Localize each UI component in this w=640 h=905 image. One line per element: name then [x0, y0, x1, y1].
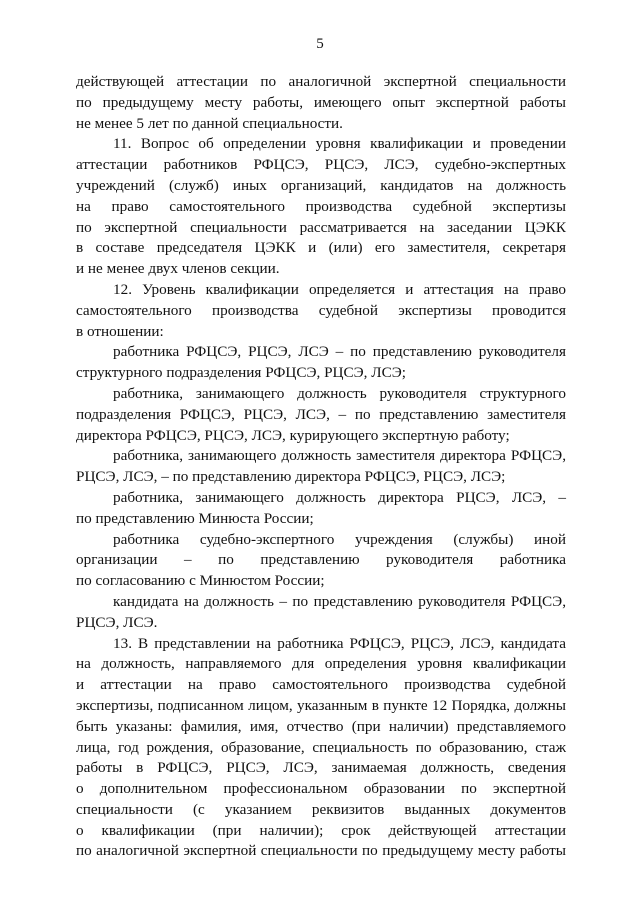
text-line: кандидата на должность – по представлению руководителя РФЦСЭ, — [113, 592, 566, 610]
text-line: по предыдущему месту работы, имеющего опыт экспертной работы — [76, 93, 566, 111]
text-line: по экспертной специальности рассматривается на заседании ЦЭКК — [76, 218, 566, 236]
text-line: на право самостоятельного производства судебной экспертизы — [76, 197, 566, 215]
text-line: в составе председателя ЦЭКК и (или) его заместителя, секретаря — [76, 239, 566, 257]
text-line: и аттестации на право самостоятельного производства судебной — [76, 676, 566, 694]
text-line: по представлению Минюста России; — [76, 509, 314, 527]
text-line: РЦСЭ, ЛСЭ. — [76, 613, 158, 631]
text-line: работника, занимающего должность заместителя директора РФЦСЭ, — [113, 447, 566, 465]
text-line: не менее 5 лет по данной специальности. — [76, 114, 343, 132]
text-line: и не менее двух членов секции. — [76, 260, 280, 278]
text-line: работника судебно-экспертного учреждения (службы) иной — [113, 530, 566, 548]
text-line: организации – по представлению руководителя работника — [76, 551, 566, 569]
document-body — [76, 72, 566, 862]
text-line: подразделения РФЦСЭ, РЦСЭ, ЛСЭ, – по представлению заместителя — [76, 405, 566, 423]
text-line: по согласованию с Минюстом России; — [76, 572, 325, 590]
text-line: специальности (с указанием реквизитов выданных документов — [76, 800, 566, 818]
text-line: быть указаны: фамилия, имя, отчество (при наличии) представляемого — [76, 717, 566, 735]
text-line: работника РФЦСЭ, РЦСЭ, ЛСЭ – по представлению руководителя — [113, 343, 566, 361]
text-line: в отношении: — [76, 322, 164, 340]
text-line: работника, занимающего должность директора РЦСЭ, ЛСЭ, – — [113, 488, 566, 506]
text-line: о квалификации (при наличии); срок действующей аттестации — [76, 821, 566, 839]
text-line: на должность, направляемого для определения уровня квалификации — [76, 655, 566, 673]
text-line: структурного подразделения РФЦСЭ, РЦСЭ, ЛСЭ; — [76, 364, 406, 382]
text-line: директора РФЦСЭ, РЦСЭ, ЛСЭ, курирующего экспертную работу; — [76, 426, 510, 444]
page-number: 5 — [316, 36, 324, 52]
text-line: по аналогичной экспертной специальности по предыдущему месту работы — [76, 842, 566, 860]
text-line: экспертизы, подписанном лицом, указанным в пункте 12 Порядка, должны — [76, 696, 566, 714]
text-line: РЦСЭ, ЛСЭ, – по представлению директора РФЦСЭ, РЦСЭ, ЛСЭ; — [76, 468, 506, 486]
text-line: аттестации работников РФЦСЭ, РЦСЭ, ЛСЭ, судебно-экспертных — [76, 156, 566, 174]
text-line: о дополнительном профессиональном образовании по экспертной — [76, 780, 566, 798]
text-line: лица, год рождения, образование, специальность по образованию, стаж — [76, 738, 566, 756]
text-line: 13. В представлении на работника РФЦСЭ, РЦСЭ, ЛСЭ, кандидата — [113, 634, 566, 652]
text-line: учреждений (служб) иных организаций, кандидатов на должность — [76, 176, 566, 194]
text-line: действующей аттестации по аналогичной экспертной специальности — [76, 73, 566, 90]
text-line: 11. Вопрос об определении уровня квалификации и проведении — [113, 135, 566, 153]
text-line: самостоятельного производства судебной экспертизы проводится — [76, 301, 566, 319]
text-line: работника, занимающего должность руководителя структурного — [113, 384, 566, 402]
text-line: работы в РФЦСЭ, РЦСЭ, ЛСЭ, занимаемая должность, сведения — [76, 759, 566, 777]
text-line: 12. Уровень квалификации определяется и аттестация на право — [113, 280, 566, 298]
